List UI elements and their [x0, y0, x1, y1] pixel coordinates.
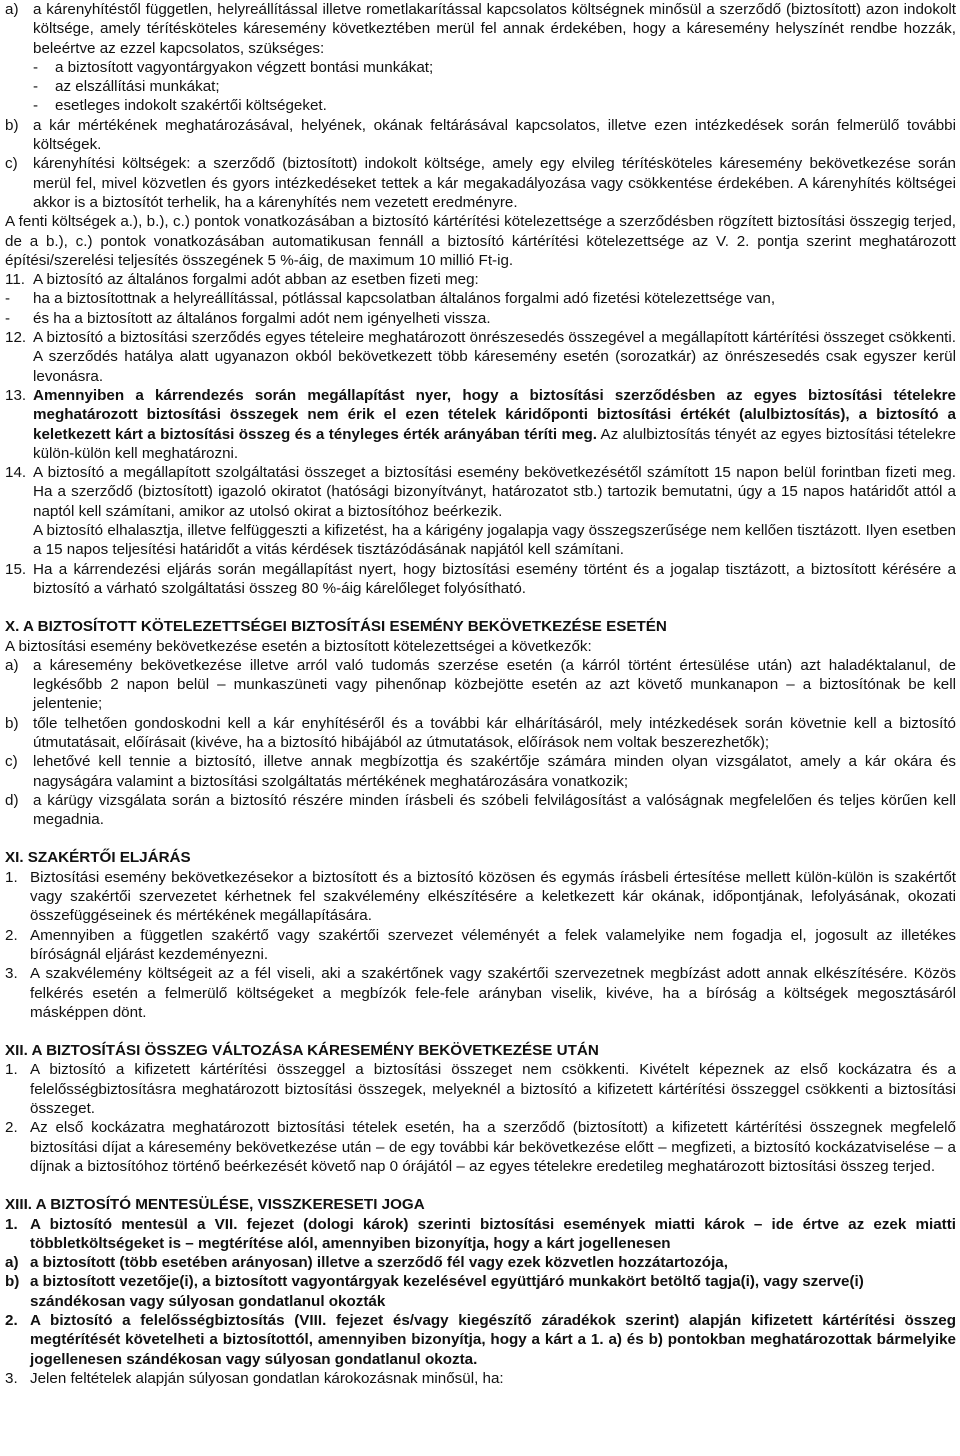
- item-label: 3.: [5, 965, 18, 983]
- item-text: a biztosított (több esetében arányosan) illetve a szerződő fél vagy ezek közvetlen hozzátartozója,: [30, 1254, 728, 1272]
- item-label: b): [5, 1273, 20, 1291]
- dash-marker: -: [5, 309, 11, 327]
- item-label: 2.: [5, 926, 18, 944]
- item-text: Az első kockázatra meghatározott biztosítási tételek esetén, ha a szerződő (biztosított) a kifizetett kártérítési összegnek megfelelő biztosítási díjat a káresemény bekövetkezése után – de egy további kár bekövetkezése előtt – megfizeti, a biztosító kockázatviselése – a díjnak a biztosítóhoz történő beérkezését követő nap 0 órájától – az egyes tételekre eredetileg meghatározott biztosítási összeg terjed.: [30, 1119, 956, 1175]
- point-13: [5, 386, 956, 463]
- item-label: 2.: [5, 1119, 18, 1137]
- item-text: Amennyiben a független szakértő vagy szakértői szervezet véleményét a felek valamelyike nem fogadja el, jogosult az illetékes bíróságnál eljárást kezdeményezni.: [30, 926, 956, 963]
- item-text: A szakvélemény költségeit az a fél viseli, aki a szakértőnek vagy szakértői szervezetnek megbízást adott annak elkészítésére. Közös felkérés esetén a felmerülő költségeket a megbízók fele-fele arányban viselik, kivéve, ha a bíróság a költségek megosztásáról másképpen dönt.: [30, 965, 956, 1021]
- item-a: [5, 0, 956, 58]
- section-intro: A biztosítási esemény bekövetkezése esetén a biztosított kötelezettségei a következők:: [5, 637, 592, 655]
- point-11: [5, 270, 956, 289]
- list-item: [5, 752, 956, 791]
- dash-marker: -: [33, 97, 39, 115]
- point-text-rest: Az alulbiztosítás tényét az egyes biztosítási tételekre külön-külön kell meghatározni.: [33, 425, 957, 462]
- item-text: tőle telhetően gondoskodni kell a kár enyhítéséről és a további kár elhárításáról, mely intézkedések során követnie kell a biztosító útmutatásait, előírásait (kivéve, ha a biztosító hibájából az útmutatások, előírások nem voltak beszerezhetők);: [33, 714, 956, 751]
- item-label: a): [5, 1254, 19, 1272]
- item-c: [5, 154, 956, 212]
- item-text: kárenyhítési költségek: a szerződő (biztosított) indokolt költsége, amely egy elvileg térítésköteles káresemény bekövetkezése során merül fel, mivel közvetlen és gyors intézkedéseket tettek a kár megakadályozása vagy csökkentése érdekében. A kárenyhítés költségei akkor is a biztosítót terhelik, ha a kárenyhítés nem vezetett eredményre.: [33, 155, 956, 211]
- dash-item: [5, 96, 956, 115]
- section-heading-xi: XI. SZAKÉRTŐI ELJÁRÁS: [5, 849, 191, 867]
- point-text: [33, 463, 956, 559]
- item-text: a kár mértékének meghatározásával, helyének, okának feltárásával kapcsolatos, illetve ezen intézkedések során felmerülő további költségek.: [33, 116, 956, 154]
- point-text: A biztosító a biztosítási szerződés egyes tételeire meghatározott önrészesedés összegével a megállapított kártérítési összeget csökkenti. A szerződés hatálya alatt ugyanazon okból bekövetkezett több káresemény esetén (sorozatkár) az önrészesedés csak egyszer kerül levonásra.: [33, 329, 956, 385]
- dash-item: [5, 309, 956, 328]
- item-label: 3.: [5, 1369, 18, 1387]
- dash-item: [5, 58, 956, 77]
- item-text: A biztosító mentesül a VII. fejezet (dologi károk) szerinti biztosítási események miatti károk – ide értve az ezek miatti többletköltségeket is – megtérítése alól, amennyiben bizonyítja, hogy a kárt jogellenesen: [30, 1215, 956, 1252]
- point-text: Ha a kárrendezési eljárás során megállapítást nyert, hogy biztosítási esemény történt és a jogalap tisztázott, a biztosított kérésére a biztosító a várható szolgáltatási összeg 80 %-áig kárelőleget folyósítható.: [33, 560, 956, 597]
- dash-marker: -: [33, 78, 39, 96]
- point-12: [5, 328, 956, 386]
- list-item: [5, 1118, 956, 1176]
- list-item: [5, 926, 956, 965]
- list-item: [5, 868, 956, 926]
- list-item: [5, 964, 956, 1022]
- point-number: 15.: [5, 560, 27, 578]
- item-label: 1.: [5, 868, 18, 886]
- point-paragraph: A biztosító elhalasztja, illetve felfüggeszti a kifizetést, ha a kárigény jogalapja vagy összegszerűsége nem kellően tisztázott. Ilyen esetben a 15 napos teljesítési határidőt a vitás kérdések tisztázódásának napjától kell számítani.: [33, 522, 956, 559]
- item-label: 1.: [5, 1215, 18, 1233]
- item-text: A biztosító a felelősségbiztosítás (VIII. fejezet és/vagy kiegészítő záradékok szerint) alapján kifizetett kártérítési összeg megtérítését követelheti a biztosítottól, amennyiben bizonyítja, hogy a kárt a 1. a) és b) pontokban meghatározottak bármelyike jogellenesen szándékosan vagy súlyosan gondatlanul okozta.: [30, 1312, 956, 1368]
- item-label: b): [5, 714, 19, 732]
- point-number: 14.: [5, 464, 27, 482]
- item-text: Jelen feltételek alapján súlyosan gondatlan károkozásnak minősül, ha:: [30, 1369, 504, 1387]
- point-number: 12.: [5, 329, 27, 347]
- item-label: 1.: [5, 1061, 18, 1079]
- point-text: A biztosító az általános forgalmi adót abban az esetben fizeti meg:: [33, 271, 479, 289]
- item-text: a kárenyhítéstől független, helyreállítással illetve rometlakarítással kapcsolatos költségnek minősül a szerződő (biztosított) azon indokolt költsége, amely térítésköteles káresemény következtében merül fel annak érdekében, hogy a káresemény helyszínét rendbe hozzák, beleértve az ezzel kapcsolatos, szükséges:: [33, 1, 956, 57]
- paragraph-fenti: A fenti költségek a.), b.), c.) pontok vonatkozásában a biztosító kártérítési kötelezettsége a szerződésben rögzített biztosítási összegig terjed, de a b.), c.) pontok vonatkozásában automatikusan fennáll a biztosító kártérítési kötelezettsége az V. 2. pontja szerint meghatározott építési/szerelési teljesítés összegének 5 %-áig, de maximum 10 millió Ft-ig.: [5, 213, 956, 269]
- list-item: [5, 791, 956, 830]
- item-label: a): [5, 1, 19, 18]
- dash-text: ha a biztosítottnak a helyreállítással, pótlással kapcsolatban általános forgalmi adó fizetési kötelezettsége van,: [33, 290, 776, 308]
- item-b: [5, 116, 956, 155]
- dash-text: a biztosított vagyontárgyakon végzett bontási munkákat;: [55, 58, 434, 76]
- point-number: 13.: [5, 386, 27, 404]
- point-14: [5, 463, 956, 559]
- dash-text: az elszállítási munkákat;: [55, 78, 220, 96]
- item-text: a káresemény bekövetkezése illetve arról való tudomás szerzése esetén (a kárról történt értesülése után) azt haladéktalanul, de legkésőbb 2 napon belül – munkaszüneti vagy pihenőnap közbejötte esetén az azt követő munkanapon – a biztosítónak be kell jelentenie;: [33, 656, 956, 713]
- item-label: d): [5, 791, 19, 809]
- item-label: c): [5, 155, 18, 173]
- point-paragraph: A biztosító a megállapított szolgáltatási összeget a biztosítási esemény bekövetkezésétől számított 15 napon belül forintban fizeti meg. Ha a szerződő (biztosított) igazoló okiratot (hatósági bizonyítványt, határozatot stb.) tartozik bemutatni, úgy a 15 napos határidőt attól a naptól kell számítani, amikor az utolsó okirat a biztosítóhoz beérkezik.: [33, 464, 956, 520]
- item-text: lehetővé kell tennie a biztosító, illetve annak megbízottja és szakértője számára minden olyan vizsgálatot, amely a kár okára és nagyságára valamint a biztosítási szolgáltatás mértékének meghatározására vonatkozik;: [33, 753, 956, 790]
- section-heading-xiii: XIII. A BIZTOSÍTÓ MENTESÜLÉSE, VISSZKERESETI JOGA: [5, 1196, 425, 1214]
- list-item: [5, 1311, 956, 1369]
- item-label: a): [5, 656, 19, 674]
- item-label: 2.: [5, 1312, 18, 1329]
- dash-text: esetleges indokolt szakértői költségeket.: [55, 97, 327, 115]
- list-item: [5, 714, 956, 753]
- clause-tail: szándékosan vagy súlyosan gondatlanul okozták: [30, 1292, 386, 1310]
- item-text: a kárügy vizsgálata során a biztosító részére minden írásbeli és szóbeli felvilágosítást a valóságnak megfelelően és teljes körűen kell megadnia.: [33, 791, 956, 829]
- point-number: 11.: [5, 271, 25, 289]
- point-text-bold: Amennyiben a kárrendezés során megállapítást nyer, hogy a biztosítási szerződésben az egyes biztosítási tételekre meghatározott biztosítási összegek nem érik el ezen tételek káridőponti biztosítási értékét (alulbiztosítás), a biztosító a keletkezett kárt a biztosítási összeg és a tényleges érték arányában téríti meg.: [33, 386, 956, 443]
- list-item: [5, 656, 956, 714]
- dash-item: [5, 289, 956, 308]
- list-item: [5, 1369, 956, 1388]
- item-label: b): [5, 116, 19, 134]
- sub-item: [5, 1253, 956, 1272]
- section-heading-xii: XII. A BIZTOSÍTÁSI ÖSSZEG VÁLTOZÁSA KÁRESEMÉNY BEKÖVETKEZÉSE UTÁN: [5, 1042, 599, 1060]
- dash-marker: -: [5, 290, 11, 308]
- item-text: A biztosító a kifizetett kártérítési összeggel a biztosítási összeget nem csökkenti. Kivételt képeznek az első kockázatra és a felelősségbiztosításra meghatározott biztosítási összegek, melyeknél a biztosító a kifizetett kártérítési összeggel csökkenti a biztosítási összeget.: [30, 1061, 956, 1118]
- section-heading-x: X. A BIZTOSÍTOTT KÖTELEZETTSÉGEI BIZTOSÍTÁSI ESEMÉNY BEKÖVETKEZÉSE ESETÉN: [5, 618, 667, 636]
- list-item: [5, 1060, 956, 1118]
- item-text: a biztosított vezetője(i), a biztosított vagyontárgyak kezelésével együttjáró munkakört betöltő tagja(i), vagy szerve(i): [30, 1273, 864, 1291]
- item-label: c): [5, 753, 18, 771]
- dash-text: és ha a biztosított az általános forgalmi adót nem igényelheti vissza.: [33, 309, 491, 327]
- dash-marker: -: [33, 58, 39, 76]
- document-page: [5, 0, 956, 1388]
- sub-item: [5, 1272, 956, 1291]
- point-text: [33, 386, 956, 463]
- item-text: Biztosítási esemény bekövetkezésekor a biztosított és a biztosító közösen és egymás írásbeli értesítése mellett külön-külön is szakértőt vagy szakértői szervezetet kérhetnek fel szakvélemény elkészítésére a keletkezett kár okának, időpontjának, lefolyásának, okozati összefüggéseinek és mértékének megállapítására.: [30, 868, 956, 925]
- point-15: [5, 560, 956, 599]
- dash-item: [5, 77, 956, 96]
- list-item: [5, 1215, 956, 1254]
